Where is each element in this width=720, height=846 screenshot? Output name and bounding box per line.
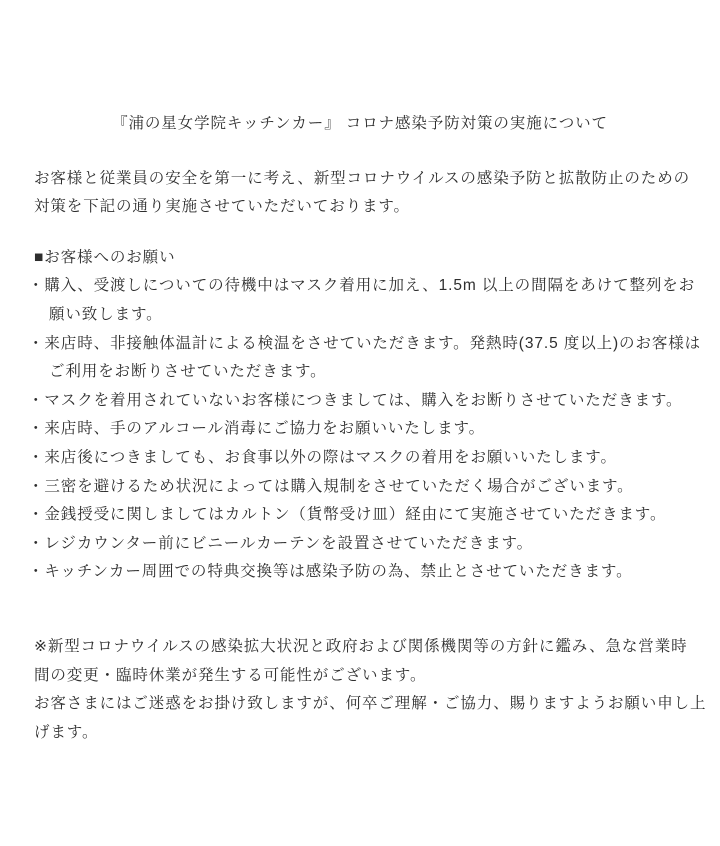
customer-requests-heading: ■お客様へのお願い bbox=[34, 248, 176, 266]
list-item: ・レジカウンター前にビニールカーテンを設置させていただきます。 bbox=[28, 534, 534, 552]
customer-requests-list bbox=[0, 272, 720, 587]
list-item: ・来店時、手のアルコール消毒にご協力をお願いいたします。 bbox=[28, 420, 486, 438]
list-item: ・来店時、非接触体温計による検温をさせていただきます。発熱時(37.5 度以上)のお客様は bbox=[28, 334, 702, 352]
list-item: ・金銭授受に関しましてはカルトン（貨幣受け皿）経由にて実施させていただきます。 bbox=[28, 506, 667, 524]
intro-line: お客様と従業員の安全を第一に考え、新型コロナウイルスの感染予防と拡散防止のための bbox=[34, 169, 691, 187]
notes-line: 間の変更・臨時休業が発生する可能性がございます。 bbox=[34, 666, 427, 684]
notes-line: お客さまにはご迷惑をお掛け致しますが、何卒ご理解・ご協力、賜りますようお願い申し上 bbox=[34, 695, 707, 713]
list-item: ・来店後につきましても、お食事以外の際はマスクの着用をお願いいたします。 bbox=[28, 448, 617, 466]
intro-line: 対策を下記の通り実施させていただいております。 bbox=[34, 198, 410, 216]
list-item: ・マスクを着用されていないお客様につきましては、購入をお断りさせていただきます。 bbox=[28, 391, 683, 409]
notes-line: ※新型コロナウイルスの感染拡大状況と政府および関係機関等の方針に鑑み、急な営業時 bbox=[34, 637, 688, 655]
list-item: ・購入、受渡しについての待機中はマスク着用に加え、1.5m 以上の間隔をあけて整列をお bbox=[28, 277, 696, 295]
list-item-continuation: ご利用をお断りさせていただきます。 bbox=[49, 363, 327, 381]
page-title: 『浦の星女学院キッチンカー』 コロナ感染予防対策の実施について bbox=[112, 115, 608, 132]
notes-line: げます。 bbox=[34, 723, 99, 741]
list-item-continuation: 願い致します。 bbox=[49, 305, 163, 323]
closing-notes-paragraph bbox=[0, 633, 720, 747]
list-item: ・三密を避けるため状況によっては購入規制をさせていただく場合がございます。 bbox=[28, 477, 634, 495]
list-item: ・キッチンカー周囲での特典交換等は感染予防の為、禁止とさせていただきます。 bbox=[28, 563, 633, 581]
intro-paragraph bbox=[0, 165, 720, 222]
